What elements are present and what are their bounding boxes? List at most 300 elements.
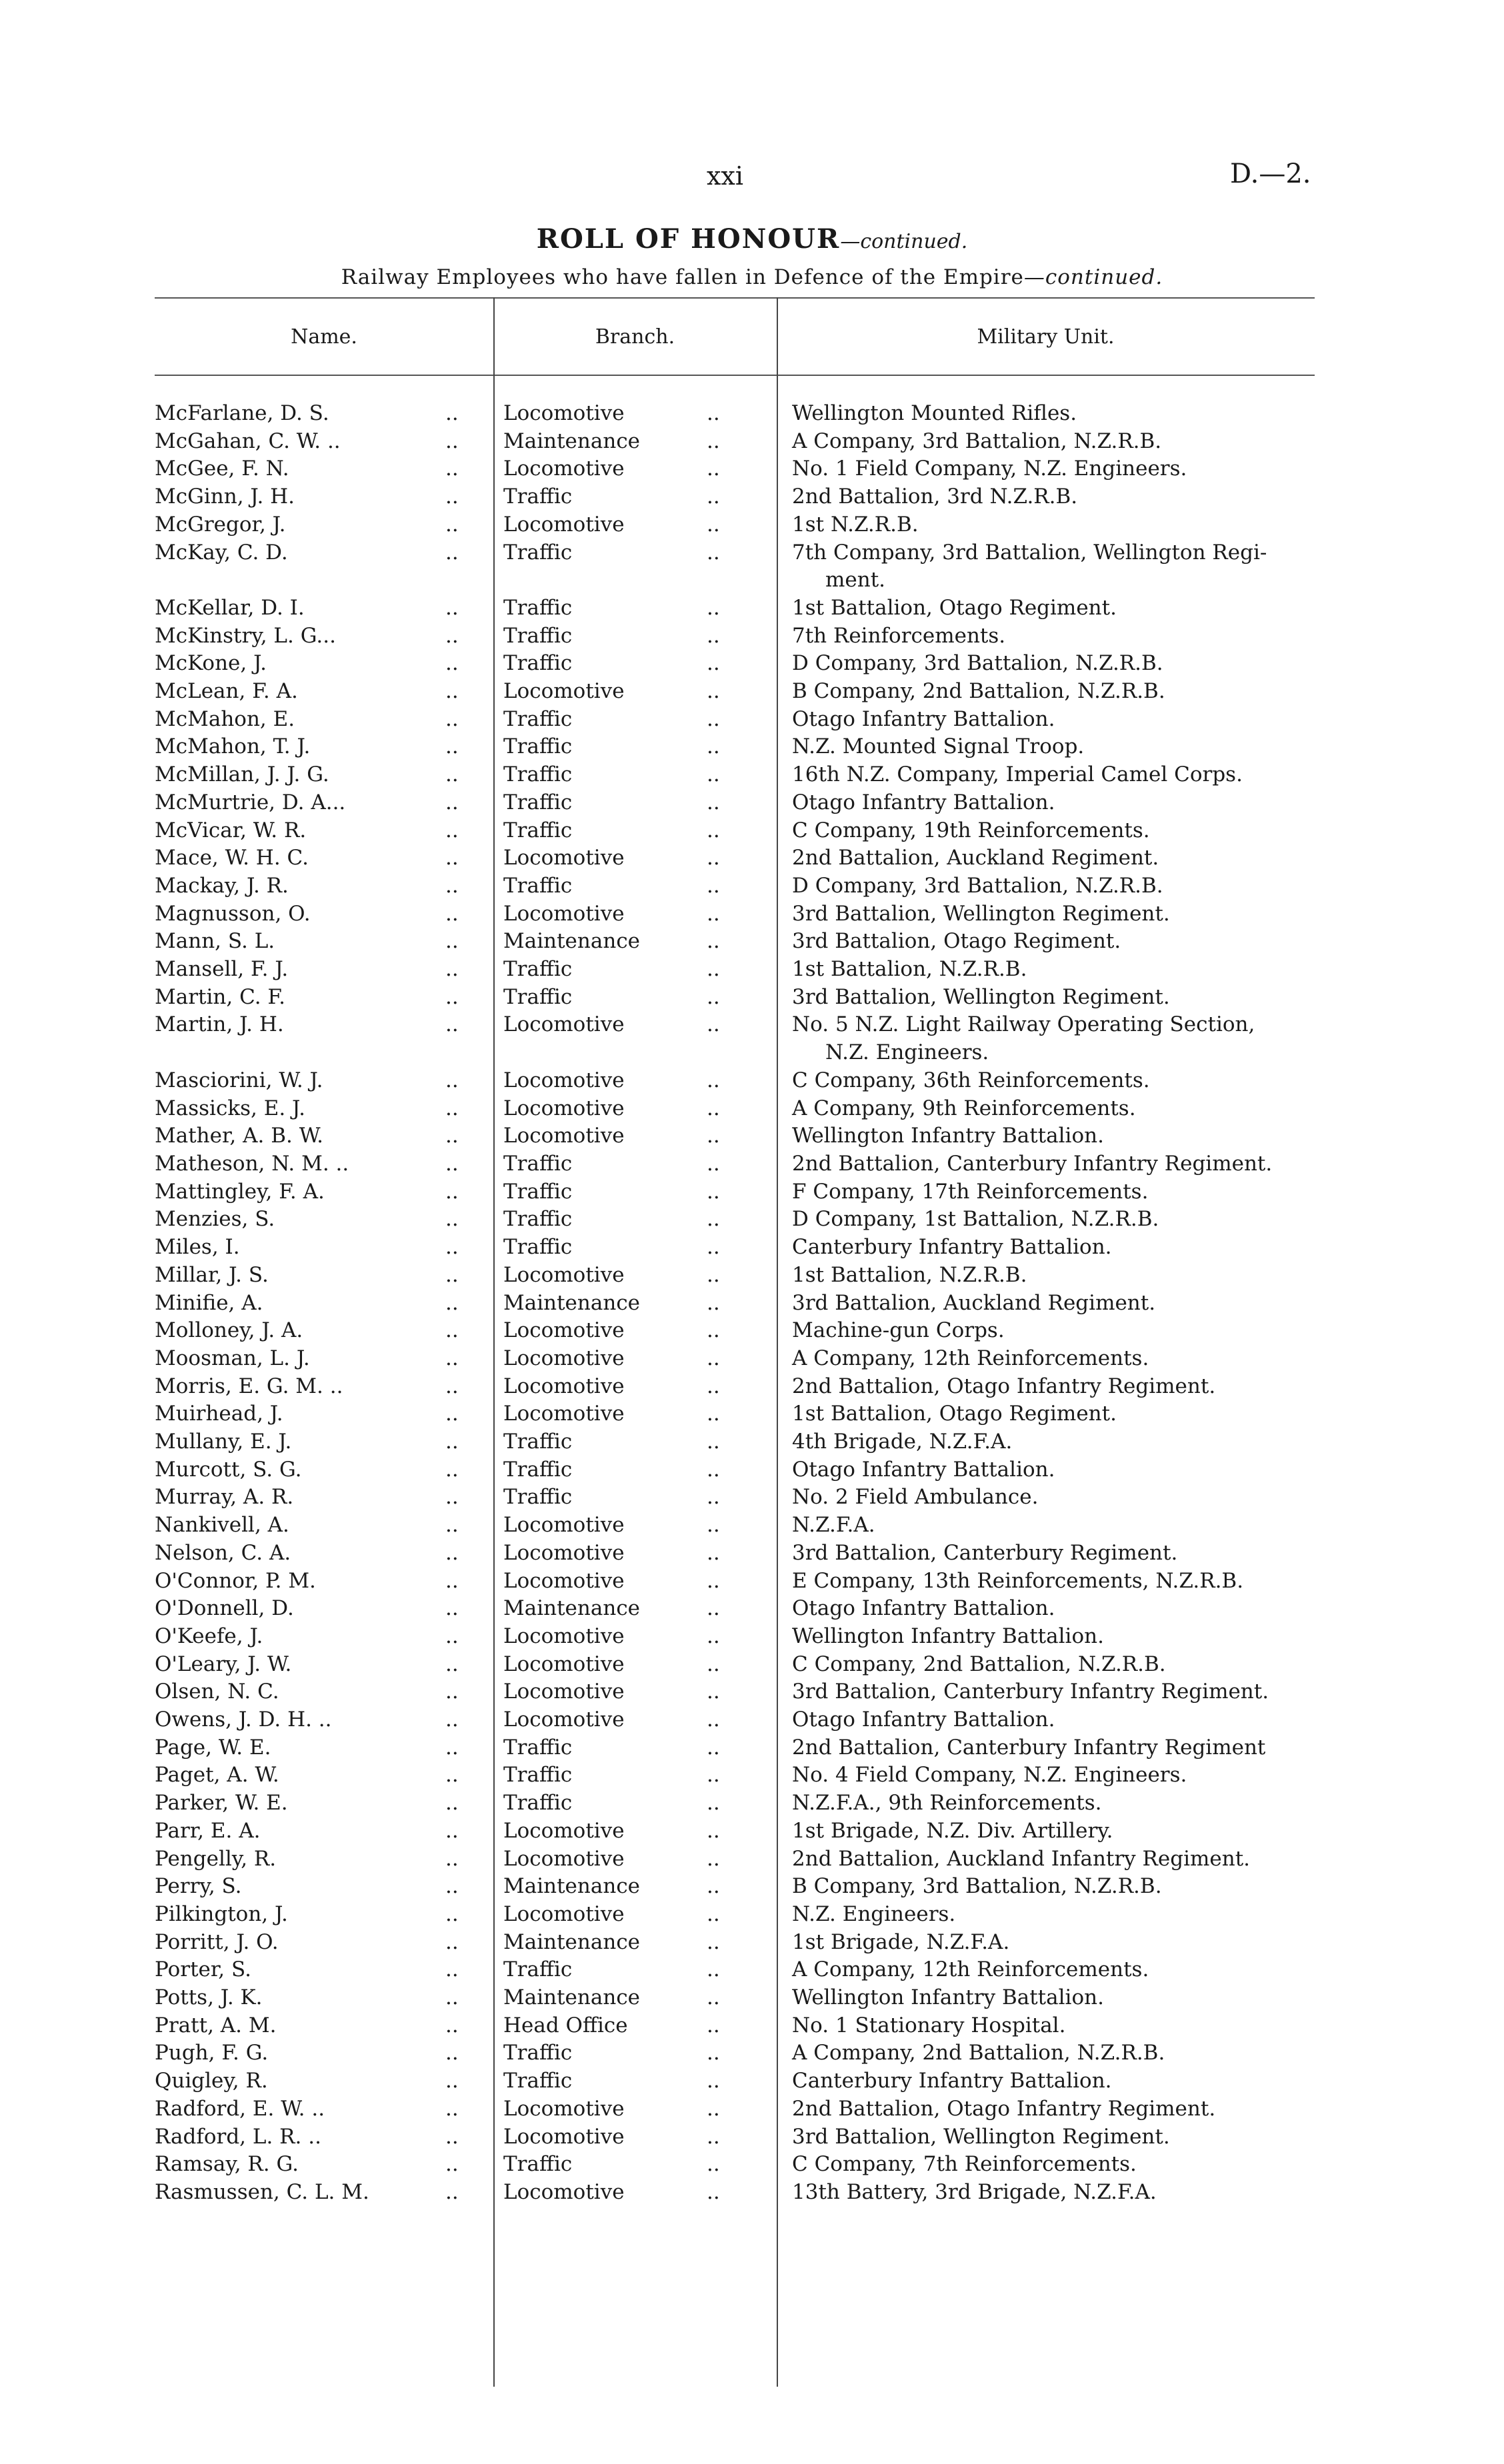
military-unit-text: C Company, 7th Reinforcements. [792,2152,1137,2177]
military-unit [792,1456,1312,1484]
leader-dots: .. [707,1068,720,1092]
employee-name: Molloney, J. A. [155,1318,303,1343]
leader-dots: .. [707,1929,720,1954]
leader-dots: .. [445,1985,459,2010]
page-subtitle [0,265,1504,289]
leader-dots: .. [707,401,720,425]
leader-dots: .. [445,651,459,676]
military-unit [792,1206,1312,1234]
employee-branch: Traffic [503,1207,573,1232]
military-unit-text: N.Z.F.A., 9th Reinforcements. [792,1791,1102,1816]
military-unit-text: A Company, 2nd Battalion, N.Z.R.B. [792,2041,1165,2065]
leader-dots: .. [707,1485,720,1510]
military-unit-text: 3rd Battalion, Wellington Regiment. [792,2124,1170,2149]
military-unit [792,1901,1312,1929]
table-row [0,1345,1504,1373]
leader-dots: .. [445,1624,459,1648]
employee-branch: Traffic [503,1151,573,1176]
military-unit-text: No. 2 Field Ambulance. [792,1485,1039,1510]
military-unit-text: Machine-gun Corps. [792,1318,1005,1343]
employee-name: Murray, A. R. [155,1485,294,1510]
leader-dots: .. [707,734,720,759]
leader-dots: .. [445,401,459,425]
employee-name: Radford, L. R. .. [155,2124,321,2149]
military-unit-text: Otago Infantry Battalion. [792,1596,1055,1621]
leader-dots: .. [707,512,720,537]
subtitle-suffix: —continued. [1023,265,1163,289]
employee-branch: Traffic [503,485,573,509]
military-unit [792,1706,1312,1734]
military-unit [792,1595,1312,1623]
leader-dots: .. [445,2152,459,2177]
page-number: xxi [707,161,744,191]
table-row [0,1206,1504,1234]
table-row [0,1595,1504,1623]
table-row [0,1956,1504,1984]
military-unit-text: 3rd Battalion, Wellington Regiment. [792,984,1170,1009]
leader-dots: .. [445,2180,459,2204]
employee-name: Miles, I. [155,1235,240,1260]
leader-dots: .. [707,873,720,898]
leader-dots: .. [445,679,459,704]
military-unit-text: N.Z. Mounted Signal Troop. [792,734,1085,759]
leader-dots: .. [707,485,720,509]
military-unit-text: Canterbury Infantry Battalion. [792,2069,1112,2093]
military-unit [792,2039,1312,2067]
leader-dots: .. [707,1402,720,1426]
table-row [0,928,1504,956]
table-row [0,1540,1504,1568]
employee-name: McGinn, J. H. [155,485,295,509]
employee-branch: Traffic [503,1457,573,1482]
table-row [0,1067,1504,1095]
military-unit-text: A Company, 9th Reinforcements. [792,1096,1136,1120]
military-unit-text: 1st Battalion, Otago Regiment. [792,1402,1117,1426]
employee-name: McGahan, C. W. .. [155,429,341,453]
military-unit [792,1178,1312,1206]
leader-dots: .. [445,1596,459,1621]
leader-dots: .. [445,734,459,759]
leader-dots: .. [707,2124,720,2149]
table-row [0,622,1504,650]
table-row [0,1512,1504,1540]
table-row [0,900,1504,928]
table-row [0,2012,1504,2040]
employee-branch: Traffic [503,595,573,620]
military-unit [792,650,1312,678]
leader-dots: .. [707,1568,720,1593]
employee-name: Martin, J. H. [155,1012,284,1037]
table-row [0,1262,1504,1290]
employee-name: McGee, F. N. [155,457,289,481]
employee-name: Muirhead, J. [155,1402,283,1426]
leader-dots: .. [707,1179,720,1204]
leader-dots: .. [707,1791,720,1816]
employee-branch: Locomotive [503,901,625,926]
leader-dots: .. [707,1652,720,1676]
table-row [0,1484,1504,1512]
military-unit [792,1067,1312,1095]
military-unit-text: Otago Infantry Battalion. [792,1457,1055,1482]
table-row [0,1623,1504,1651]
employee-branch: Locomotive [503,1540,625,1565]
employee-name: McLean, F. A. [155,679,298,704]
military-unit [792,1790,1312,1818]
employee-branch: Locomotive [503,1012,625,1037]
employee-branch: Maintenance [503,429,641,453]
employee-branch: Locomotive [503,1262,625,1287]
employee-branch: Traffic [503,1235,573,1260]
leader-dots: .. [445,1346,459,1370]
table-row [0,733,1504,761]
employee-branch: Maintenance [503,1290,641,1315]
military-unit [792,428,1312,456]
employee-branch: Traffic [503,984,573,1009]
leader-dots: .. [707,651,720,676]
military-unit-text: 3rd Battalion, Canterbury Infantry Regiment. [792,1680,1269,1704]
leader-dots: .. [707,1374,720,1398]
employee-branch: Locomotive [503,2180,625,2204]
leader-dots: .. [445,1708,459,1732]
table-row [0,1373,1504,1401]
honour-roll-table [0,400,1504,2207]
leader-dots: .. [707,1290,720,1315]
employee-branch: Locomotive [503,1346,625,1370]
employee-branch: Locomotive [503,1818,625,1843]
employee-name: Parr, E. A. [155,1818,261,1843]
leader-dots: .. [707,1985,720,2010]
leader-dots: .. [445,1402,459,1426]
table-row [0,2179,1504,2207]
leader-dots: .. [445,1680,459,1704]
military-unit [792,2012,1312,2040]
employee-branch: Locomotive [503,2096,625,2121]
military-unit [792,1345,1312,1373]
table-row [0,511,1504,539]
table-row [0,1428,1504,1456]
table-row [0,1901,1504,1929]
employee-name: Nelson, C. A. [155,1540,291,1565]
leader-dots: .. [445,2069,459,2093]
military-unit [792,511,1312,539]
military-unit-continuation: N.Z. Engineers. [825,1040,989,1065]
military-unit-text: 2nd Battalion, Otago Infantry Regiment. [792,2096,1216,2121]
military-unit [792,1568,1312,1596]
leader-dots: .. [445,790,459,814]
leader-dots: .. [707,2152,720,2177]
leader-dots: .. [707,1846,720,1871]
military-unit-text: 2nd Battalion, Auckland Infantry Regiment. [792,1846,1251,1871]
employee-branch: Locomotive [503,1402,625,1426]
leader-dots: .. [445,1652,459,1676]
leader-dots: .. [445,2041,459,2065]
employee-name: Paget, A. W. [155,1763,279,1788]
leader-dots: .. [445,1012,459,1037]
leader-dots: .. [445,1262,459,1287]
military-unit [792,761,1312,789]
employee-name: Mullany, E. J. [155,1430,292,1454]
leader-dots: .. [707,457,720,481]
table-row [0,2067,1504,2095]
military-unit-text: 1st Battalion, N.Z.R.B. [792,957,1027,982]
leader-dots: .. [445,1901,459,1926]
table-row [0,1762,1504,1790]
employee-name: Massicks, E. J. [155,1096,305,1120]
military-unit-text: 2nd Battalion, Auckland Regiment. [792,846,1159,870]
military-unit [792,1122,1312,1150]
leader-dots: .. [707,429,720,453]
leader-dots: .. [445,1457,459,1482]
military-unit [792,1734,1312,1762]
employee-name: Martin, C. F. [155,984,285,1009]
military-unit-text: A Company, 12th Reinforcements. [792,1957,1149,1982]
military-unit-text: Otago Infantry Battalion. [792,1708,1055,1732]
military-unit [792,678,1312,706]
military-unit [792,1873,1312,1901]
leader-dots: .. [707,1901,720,1926]
military-unit [792,2067,1312,2095]
leader-dots: .. [707,1596,720,1621]
employee-name: Potts, J. K. [155,1985,263,2010]
military-unit-text: F Company, 17th Reinforcements. [792,1179,1149,1204]
employee-name: Moosman, L. J. [155,1346,310,1370]
employee-branch: Locomotive [503,1068,625,1092]
employee-branch: Maintenance [503,1985,641,2010]
employee-name: Pilkington, J. [155,1901,288,1926]
employee-branch: Locomotive [503,1124,625,1148]
leader-dots: .. [707,1874,720,1899]
military-unit-text: C Company, 36th Reinforcements. [792,1068,1150,1092]
column-header-unit: Military Unit. [977,325,1115,349]
employee-name: Menzies, S. [155,1207,275,1232]
military-unit [792,789,1312,817]
table-row [0,872,1504,900]
employee-branch: Locomotive [503,1318,625,1343]
table-row [0,956,1504,984]
employee-branch: Traffic [503,2041,573,2065]
military-unit-text: C Company, 2nd Battalion, N.Z.R.B. [792,1652,1166,1676]
employee-name: Morris, E. G. M. .. [155,1374,343,1398]
table-row [0,1178,1504,1206]
leader-dots: .. [445,1929,459,1954]
employee-name: McMahon, E. [155,706,295,731]
leader-dots: .. [707,623,720,648]
leader-dots: .. [707,1151,720,1176]
leader-dots: .. [707,1735,720,1760]
employee-name: Page, W. E. [155,1735,271,1760]
subtitle-text: Railway Employees who have fallen in Defence of the Empire [341,265,1024,289]
header-top-rule [155,297,1315,299]
table-row [0,1678,1504,1706]
military-unit [792,1373,1312,1401]
leader-dots: .. [445,1124,459,1148]
leader-dots: .. [445,1096,459,1120]
leader-dots: .. [445,873,459,898]
leader-dots: .. [707,846,720,870]
leader-dots: .. [445,1818,459,1843]
leader-dots: .. [445,1763,459,1788]
employee-name: McKinstry, L. G... [155,623,336,648]
military-unit-text: 2nd Battalion, 3rd N.Z.R.B. [792,485,1078,509]
military-unit-text: 3rd Battalion, Auckland Regiment. [792,1290,1156,1315]
title-suffix: —continued. [840,230,968,253]
employee-name: Porter, S. [155,1957,251,1982]
leader-dots: .. [445,984,459,1009]
leader-dots: .. [707,540,720,565]
military-unit [792,1762,1312,1790]
table-row [0,1095,1504,1123]
employee-branch: Traffic [503,2069,573,2093]
employee-branch: Traffic [503,1763,573,1788]
employee-name: Mather, A. B. W. [155,1124,323,1148]
employee-name: Pugh, F. G. [155,2041,269,2065]
leader-dots: .. [707,790,720,814]
military-unit-text: D Company, 1st Battalion, N.Z.R.B. [792,1207,1159,1232]
military-unit [792,1428,1312,1456]
table-row [0,1984,1504,2012]
military-unit [792,595,1312,622]
employee-branch: Traffic [503,1735,573,1760]
leader-dots: .. [707,901,720,926]
military-unit-text: Canterbury Infantry Battalion. [792,1235,1112,1260]
table-row [0,483,1504,511]
employee-name: Mattingley, F. A. [155,1179,325,1204]
leader-dots: .. [445,1318,459,1343]
military-unit-text: 1st Battalion, Otago Regiment. [792,595,1117,620]
military-unit [792,1512,1312,1540]
employee-name: Magnusson, O. [155,901,311,926]
military-unit [792,1929,1312,1957]
employee-name: Perry, S. [155,1874,242,1899]
employee-branch: Traffic [503,1957,573,1982]
employee-branch: Traffic [503,1179,573,1204]
employee-name: McMillan, J. J. G. [155,762,329,787]
leader-dots: .. [707,1207,720,1232]
military-unit-text: B Company, 2nd Battalion, N.Z.R.B. [792,679,1165,704]
table-row [0,650,1504,678]
employee-name: McFarlane, D. S. [155,401,329,425]
table-row [0,1234,1504,1262]
leader-dots: .. [707,984,720,1009]
military-unit-text: No. 5 N.Z. Light Railway Operating Section, [792,1012,1255,1037]
employee-name: Mace, W. H. C. [155,846,309,870]
military-unit [792,1956,1312,1984]
leader-dots: .. [445,1846,459,1871]
table-row [0,984,1504,1012]
military-unit-continuation: ment. [825,568,886,593]
leader-dots: .. [445,1235,459,1260]
military-unit [792,733,1312,761]
table-row [0,595,1504,622]
military-unit [792,1818,1312,1846]
table-row [0,1873,1504,1901]
employee-branch: Traffic [503,1791,573,1816]
employee-branch: Traffic [503,1430,573,1454]
military-unit-text: Otago Infantry Battalion. [792,706,1055,731]
military-unit-text: B Company, 3rd Battalion, N.Z.R.B. [792,1874,1162,1899]
military-unit [792,1234,1312,1262]
table-row [0,2123,1504,2151]
military-unit-text: 3rd Battalion, Otago Regiment. [792,929,1121,954]
leader-dots: .. [445,901,459,926]
leader-dots: .. [707,2096,720,2121]
employee-name: Nankivell, A. [155,1513,289,1538]
military-unit [792,483,1312,511]
leader-dots: .. [445,1374,459,1398]
leader-dots: .. [445,929,459,954]
employee-branch: Locomotive [503,1624,625,1648]
employee-name: Murcott, S. G. [155,1457,302,1482]
table-row [0,1568,1504,1596]
employee-branch: Traffic [503,2152,573,2177]
employee-branch: Maintenance [503,1874,641,1899]
military-unit-text: 7th Reinforcements. [792,623,1006,648]
employee-branch: Traffic [503,540,573,565]
military-unit-text: Wellington Infantry Battalion. [792,1985,1104,2010]
military-unit-text: 2nd Battalion, Canterbury Infantry Regiment [792,1735,1266,1760]
employee-branch: Traffic [503,623,573,648]
table-row [0,1734,1504,1762]
leader-dots: .. [445,623,459,648]
military-unit-text: Wellington Infantry Battalion. [792,1124,1104,1148]
employee-name: McKellar, D. I. [155,595,305,620]
military-unit-text: 1st Battalion, N.Z.R.B. [792,1262,1027,1287]
military-unit [792,872,1312,900]
table-row [0,1011,1504,1066]
military-unit [792,1317,1312,1345]
leader-dots: .. [445,1513,459,1538]
military-unit [792,455,1312,483]
leader-dots: .. [445,1151,459,1176]
military-unit [792,1678,1312,1706]
leader-dots: .. [707,1957,720,1982]
military-unit-text: 2nd Battalion, Otago Infantry Regiment. [792,1374,1216,1398]
leader-dots: .. [707,1318,720,1343]
employee-branch: Locomotive [503,1708,625,1732]
leader-dots: .. [707,1540,720,1565]
employee-name: McMurtrie, D. A... [155,790,346,814]
employee-branch: Locomotive [503,512,625,537]
table-row [0,844,1504,872]
military-unit-text: Otago Infantry Battalion. [792,790,1055,814]
leader-dots: .. [445,1735,459,1760]
leader-dots: .. [707,1513,720,1538]
leader-dots: .. [445,1568,459,1593]
leader-dots: .. [707,2069,720,2093]
leader-dots: .. [707,2180,720,2204]
employee-name: Pengelly, R. [155,1846,277,1871]
table-row [0,1790,1504,1818]
employee-branch: Locomotive [503,1901,625,1926]
table-row [0,817,1504,845]
military-unit-text: A Company, 3rd Battalion, N.Z.R.B. [792,429,1162,453]
employee-branch: Locomotive [503,1096,625,1120]
employee-branch: Locomotive [503,1568,625,1593]
employee-branch: Traffic [503,734,573,759]
table-row [0,539,1504,595]
employee-branch: Traffic [503,651,573,676]
table-row [0,789,1504,817]
leader-dots: .. [445,1068,459,1092]
employee-branch: Locomotive [503,1846,625,1871]
employee-branch: Locomotive [503,2124,625,2149]
employee-name: Millar, J. S. [155,1262,269,1287]
table-row [0,1706,1504,1734]
military-unit [792,1651,1312,1679]
leader-dots: .. [707,1818,720,1843]
leader-dots: .. [445,1957,459,1982]
table-row [0,455,1504,483]
